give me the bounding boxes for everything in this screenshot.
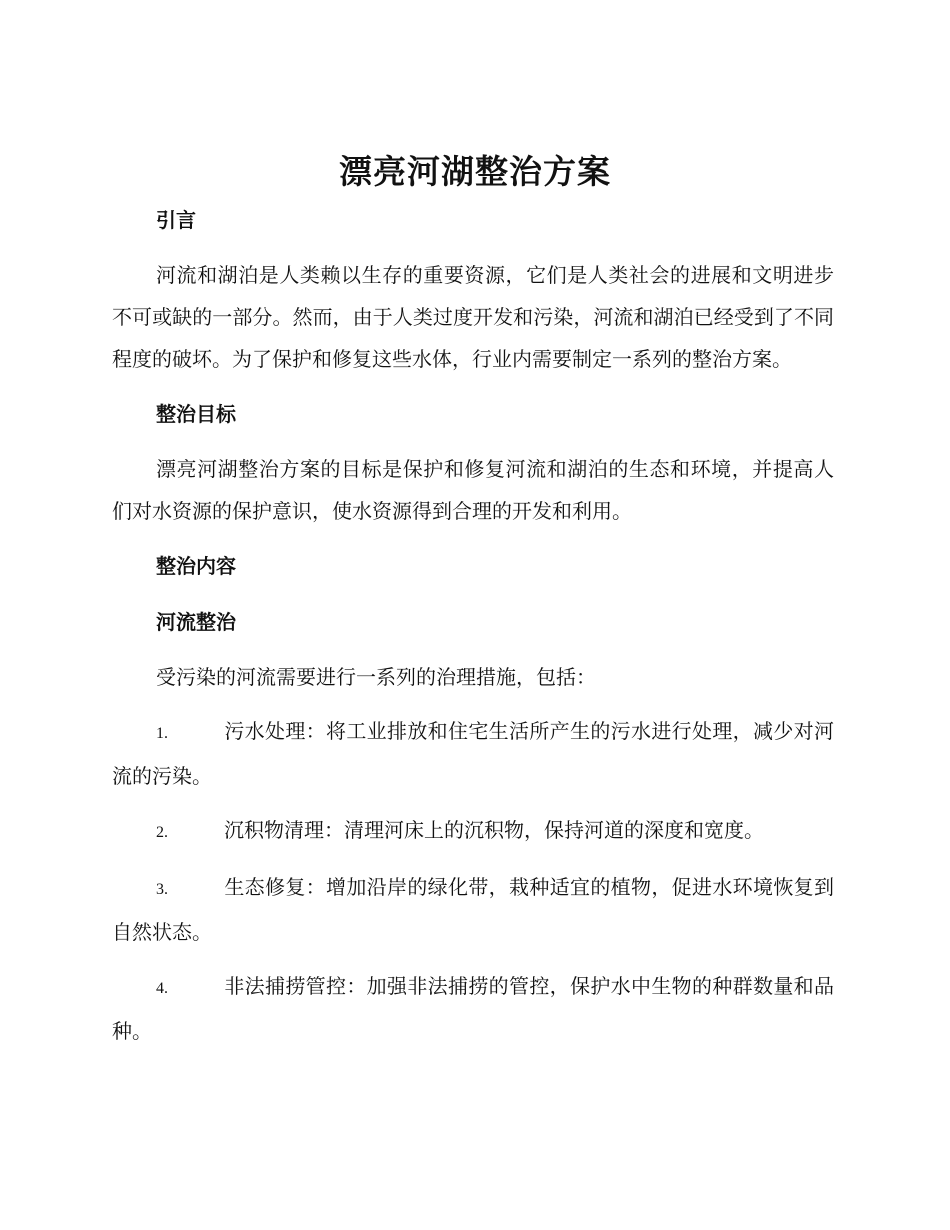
list-item-number: 2. [156,824,168,841]
intro-paragraph: 河流和湖泊是人类赖以生存的重要资源，它们是人类社会的进展和文明进步不可或缺的一部分。然而，由于人类过度开发和污染，河流和湖泊已经受到了不同程度的破坏。为了保护和修复这些水体，行业内需要制定一系列的整治方案。 [112,263,834,371]
list-item-text: 非法捕捞管控：加强非法捕捞的管控，保护水中生物的种群数量和品种。 [112,974,834,1043]
list-item-number: 1. [156,725,168,742]
goal-paragraph: 漂亮河湖整治方案的目标是保护和修复河流和湖泊的生态和环境，并提高人们对水资源的保护意识，使水资源得到合理的开发和利用。 [112,457,834,523]
list-item-number: 4. [156,980,168,997]
list-item [112,866,834,953]
list-item [112,710,834,797]
list-item-number: 3. [156,881,168,898]
list-item [112,809,834,854]
list-item-text: 沉积物清理：清理河床上的沉积物，保持河道的深度和宽度。 [224,818,764,842]
document-body [112,198,834,1052]
river-intro-paragraph: 受污染的河流需要进行一系列的治理措施，包括： [156,665,596,689]
list-item [112,965,834,1052]
section-heading-content: 整治内容 [156,554,236,578]
document-title: 漂亮河湖整治方案 [339,152,611,191]
section-heading-river: 河流整治 [156,610,236,634]
section-heading-intro: 引言 [156,208,196,232]
section-heading-goal: 整治目标 [156,402,236,426]
list-item-text: 污水处理：将工业排放和住宅生活所产生的污水进行处理，减少对河流的污染。 [112,719,834,788]
list-item-text: 生态修复：增加沿岸的绿化带，栽种适宜的植物，促进水环境恢复到自然状态。 [112,875,834,944]
